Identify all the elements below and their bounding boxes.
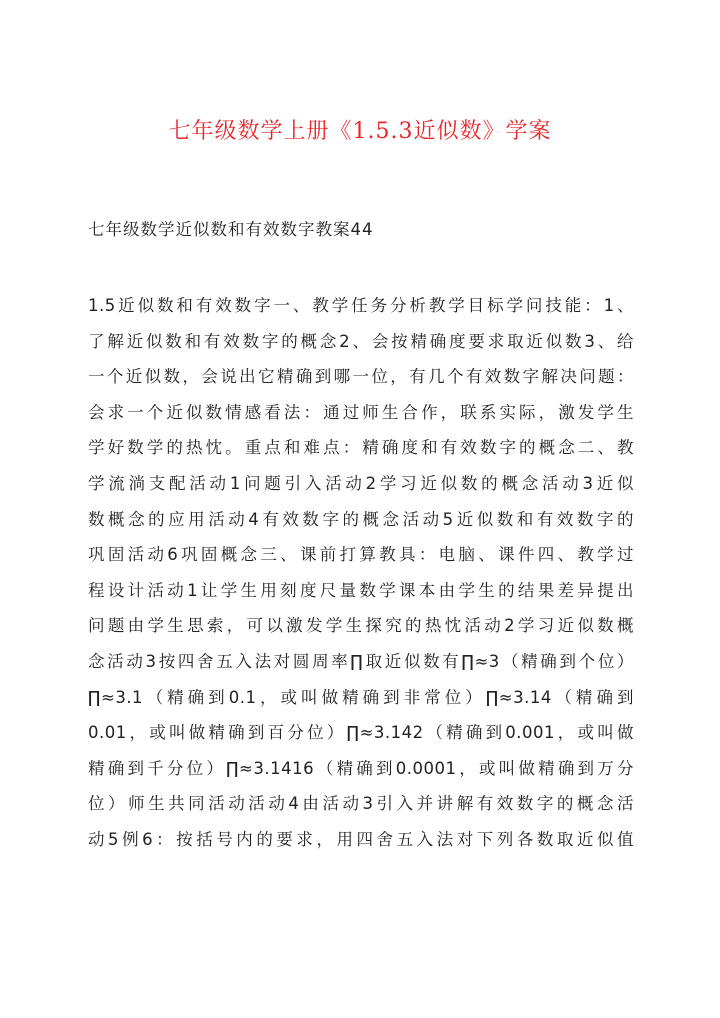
body-line: 念活动3按四舍五入法对圆周率∏取近似数有∏≈3（精确到个位） (88, 651, 634, 671)
body-line: 了解近似数和有效数字的概念2、会按精确度要求取近似数3、给 (88, 331, 634, 351)
document-body (88, 288, 634, 858)
body-line: 学好数学的热忱。重点和难点：精确度和有效数字的概念二、教 (88, 438, 634, 458)
body-line: 会求一个近似数情感看法：通过师生合作，联系实际，激发学生 (88, 402, 634, 422)
body-line: 一个近似数，会说出它精确到哪一位，有几个有效数字解决问题： (88, 367, 634, 387)
document-subtitle: 七年级数学近似数和有效数字教案44 (88, 220, 374, 239)
body-line: 学流淌支配活动1问题引入活动2学习近似数的概念活动3近似 (88, 473, 634, 493)
body-line: ∏≈3.1（精确到0.1，或叫做精确到非常位）∏≈3.14（精确到 (88, 687, 634, 707)
body-line: 0.01，或叫做精确到百分位）∏≈3.142（精确到0.001，或叫做 (88, 723, 634, 743)
body-line: 程设计活动1让学生用刻度尺量数学课本由学生的结果差异提出 (88, 580, 634, 600)
body-line: 动5例6：按括号内的要求，用四舍五入法对下列各数取近似值 (88, 829, 634, 849)
body-line: 1.5近似数和有效数字一、教学任务分析教学目标学问技能：1、 (88, 296, 634, 315)
body-line: 问题由学生思索，可以激发学生探究的热忱活动2学习近似数概 (88, 616, 634, 636)
body-line: 位）师生共同活动活动4由活动3引入并讲解有效数字的概念活 (88, 794, 634, 814)
document-title: 七年级数学上册《1.5.3近似数》学案 (168, 119, 552, 144)
body-line: 巩固活动6巩固概念三、课前打算教具：电脑、课件四、教学过 (88, 545, 634, 565)
body-line: 精确到千分位）∏≈3.1416（精确到0.0001，或叫做精确到万分 (88, 758, 634, 778)
body-line: 数概念的应用活动4有效数字的概念活动5近似数和有效数字的 (88, 509, 634, 529)
